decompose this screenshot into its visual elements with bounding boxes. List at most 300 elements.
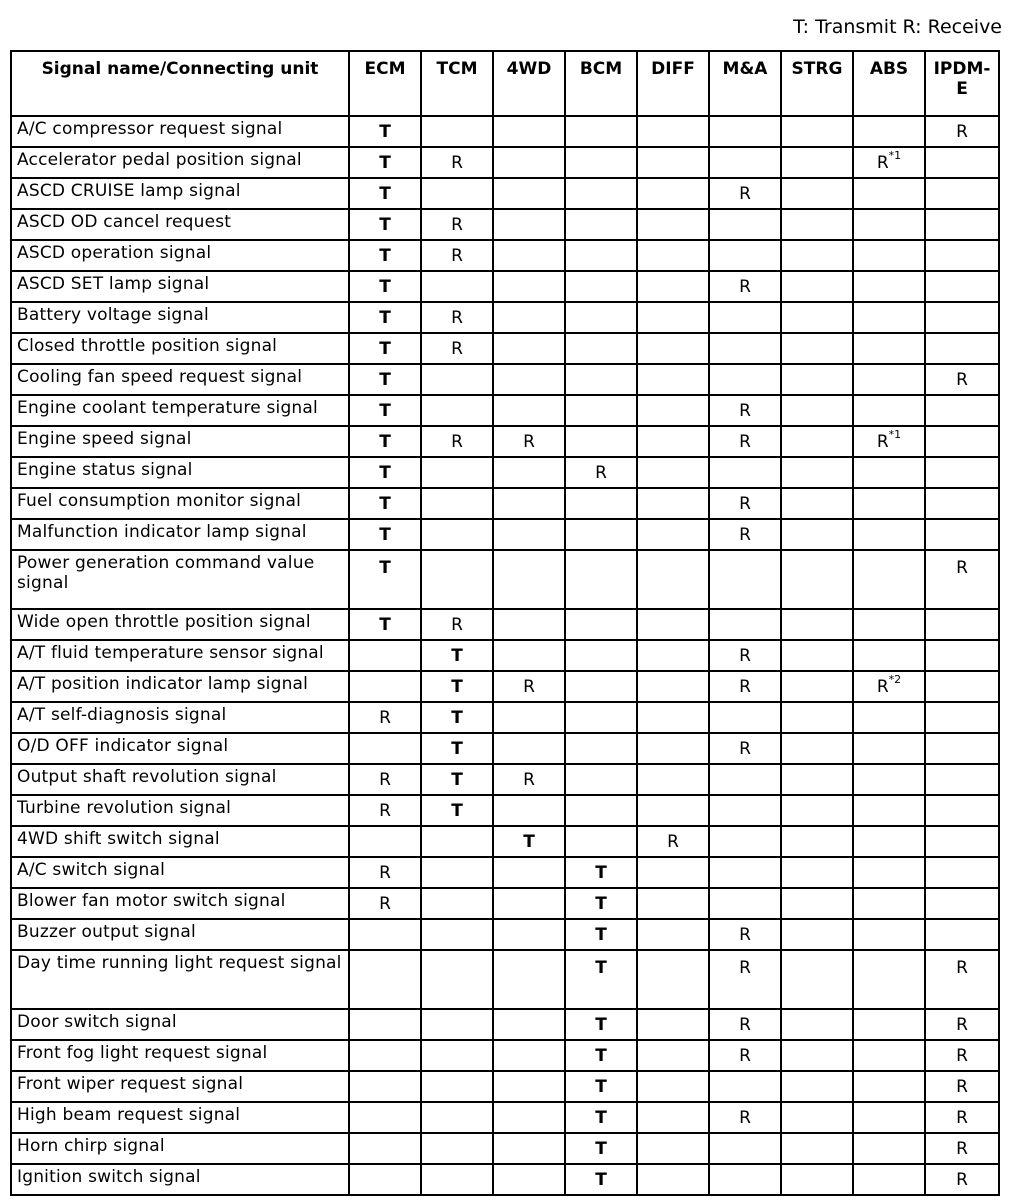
- unit-cell: [493, 1040, 565, 1071]
- unit-cell: [637, 519, 709, 550]
- signal-name-cell: Power generation command value signal: [11, 550, 349, 609]
- unit-cell: [637, 271, 709, 302]
- signal-name-cell: ASCD OD cancel request: [11, 209, 349, 240]
- unit-cell: [709, 826, 781, 857]
- unit-cell: R: [925, 1009, 999, 1040]
- unit-cell: [925, 671, 999, 702]
- unit-cell: [493, 919, 565, 950]
- unit-cell: [637, 333, 709, 364]
- unit-cell: [853, 950, 925, 1009]
- unit-cell: [853, 795, 925, 826]
- unit-cell: [709, 147, 781, 178]
- table-row: [11, 733, 999, 764]
- table-row: [11, 795, 999, 826]
- unit-cell: [925, 333, 999, 364]
- unit-cell: [493, 888, 565, 919]
- unit-cell: [781, 209, 853, 240]
- unit-cell: T: [421, 764, 493, 795]
- unit-cell: [421, 1164, 493, 1195]
- unit-cell: [637, 888, 709, 919]
- unit-cell: [349, 640, 421, 671]
- signal-matrix-table: [10, 50, 1000, 1196]
- unit-cell: [421, 550, 493, 609]
- unit-cell: T: [349, 550, 421, 609]
- unit-cell: [781, 733, 853, 764]
- unit-cell: [565, 671, 637, 702]
- unit-cell: [853, 609, 925, 640]
- table-row: [11, 702, 999, 733]
- signal-name-cell: Cooling fan speed request signal: [11, 364, 349, 395]
- unit-cell: [925, 209, 999, 240]
- unit-cell: T: [349, 395, 421, 426]
- unit-cell: [349, 826, 421, 857]
- signal-name-cell: ASCD CRUISE lamp signal: [11, 178, 349, 209]
- unit-cell: [493, 733, 565, 764]
- unit-cell: [853, 302, 925, 333]
- unit-cell: [493, 240, 565, 271]
- signal-name-cell: Engine speed signal: [11, 426, 349, 457]
- table-row: [11, 857, 999, 888]
- unit-cell: [349, 1040, 421, 1071]
- unit-cell: [853, 857, 925, 888]
- unit-cell: [853, 1133, 925, 1164]
- unit-cell: [853, 488, 925, 519]
- unit-cell: [709, 795, 781, 826]
- unit-cell: [637, 1164, 709, 1195]
- unit-cell: [565, 550, 637, 609]
- unit-cell: [421, 271, 493, 302]
- unit-cell: [637, 116, 709, 147]
- unit-cell: [493, 364, 565, 395]
- unit-cell: [781, 395, 853, 426]
- unit-cell: T: [349, 209, 421, 240]
- unit-cell: [709, 333, 781, 364]
- unit-cell: [565, 178, 637, 209]
- signal-name-cell: Closed throttle position signal: [11, 333, 349, 364]
- unit-cell: R: [565, 457, 637, 488]
- unit-cell: R: [421, 302, 493, 333]
- unit-cell: [781, 1164, 853, 1195]
- unit-cell: [925, 888, 999, 919]
- unit-cell: [565, 395, 637, 426]
- unit-cell: [637, 857, 709, 888]
- unit-cell: [565, 640, 637, 671]
- unit-cell: R: [349, 702, 421, 733]
- unit-cell: [493, 1164, 565, 1195]
- unit-cell: [565, 764, 637, 795]
- unit-cell: [349, 1071, 421, 1102]
- table-row: [11, 1133, 999, 1164]
- signal-name-cell: Ignition switch signal: [11, 1164, 349, 1195]
- unit-cell: R: [349, 795, 421, 826]
- unit-cell: [925, 178, 999, 209]
- unit-cell: [853, 764, 925, 795]
- unit-column-header: TCM: [421, 51, 493, 116]
- unit-cell: [421, 1009, 493, 1040]
- unit-cell: [781, 888, 853, 919]
- unit-cell: [925, 609, 999, 640]
- unit-cell: [781, 795, 853, 826]
- unit-cell: R: [421, 333, 493, 364]
- unit-cell: R: [421, 240, 493, 271]
- unit-cell: [709, 550, 781, 609]
- unit-cell: [637, 395, 709, 426]
- unit-cell: R: [709, 733, 781, 764]
- unit-cell: [925, 519, 999, 550]
- table-row: [11, 271, 999, 302]
- unit-cell: T: [349, 488, 421, 519]
- signal-name-cell: Day time running light request signal: [11, 950, 349, 1009]
- unit-cell: [349, 733, 421, 764]
- unit-cell: R: [349, 888, 421, 919]
- unit-cell: T: [421, 795, 493, 826]
- signal-name-cell: Door switch signal: [11, 1009, 349, 1040]
- unit-cell: T: [349, 178, 421, 209]
- unit-cell: [565, 488, 637, 519]
- signal-name-cell: ASCD SET lamp signal: [11, 271, 349, 302]
- unit-cell: [925, 271, 999, 302]
- table-row: [11, 550, 999, 609]
- table-row: [11, 609, 999, 640]
- unit-cell: [781, 1009, 853, 1040]
- unit-cell: R: [709, 919, 781, 950]
- unit-cell: [565, 426, 637, 457]
- unit-cell: [853, 209, 925, 240]
- unit-cell: R: [493, 764, 565, 795]
- unit-cell: [493, 488, 565, 519]
- unit-cell: [781, 826, 853, 857]
- unit-cell: [637, 457, 709, 488]
- unit-cell: [421, 1040, 493, 1071]
- legend: T: Transmit R: Receive: [793, 16, 1002, 38]
- table-row: [11, 488, 999, 519]
- unit-cell: [781, 457, 853, 488]
- unit-cell: [637, 1040, 709, 1071]
- unit-cell: [349, 1102, 421, 1133]
- unit-cell: [637, 147, 709, 178]
- unit-cell: [853, 116, 925, 147]
- unit-cell: T: [349, 519, 421, 550]
- signal-name-cell: ASCD operation signal: [11, 240, 349, 271]
- unit-cell: [781, 950, 853, 1009]
- unit-cell: [709, 209, 781, 240]
- signal-name-cell: A/T position indicator lamp signal: [11, 671, 349, 702]
- unit-cell: T: [565, 1009, 637, 1040]
- signal-name-cell: Front wiper request signal: [11, 1071, 349, 1102]
- unit-cell: [853, 333, 925, 364]
- table-row: [11, 671, 999, 702]
- unit-cell: T: [421, 733, 493, 764]
- unit-cell: [637, 609, 709, 640]
- table-row: [11, 364, 999, 395]
- unit-cell: $R^{*2}$: [853, 671, 925, 702]
- unit-cell: [565, 147, 637, 178]
- unit-cell: [709, 1133, 781, 1164]
- unit-cell: R: [709, 271, 781, 302]
- unit-cell: R: [709, 640, 781, 671]
- unit-cell: R: [709, 950, 781, 1009]
- unit-cell: [781, 364, 853, 395]
- unit-cell: R: [637, 826, 709, 857]
- signal-name-cell: Blower fan motor switch signal: [11, 888, 349, 919]
- signal-name-cell: Output shaft revolution signal: [11, 764, 349, 795]
- unit-cell: T: [565, 950, 637, 1009]
- table-row: [11, 1102, 999, 1133]
- unit-cell: [925, 919, 999, 950]
- unit-cell: [565, 271, 637, 302]
- unit-cell: [781, 919, 853, 950]
- unit-cell: [565, 209, 637, 240]
- table-row: [11, 116, 999, 147]
- unit-cell: [493, 795, 565, 826]
- unit-cell: [781, 640, 853, 671]
- signal-name-cell: Engine status signal: [11, 457, 349, 488]
- unit-cell: R: [349, 857, 421, 888]
- unit-cell: [637, 488, 709, 519]
- unit-cell: [637, 1009, 709, 1040]
- unit-cell: [709, 1164, 781, 1195]
- unit-cell: [781, 240, 853, 271]
- unit-cell: [853, 395, 925, 426]
- unit-cell: [925, 240, 999, 271]
- unit-cell: [637, 240, 709, 271]
- header-row: [11, 51, 999, 116]
- unit-cell: [493, 950, 565, 1009]
- unit-cell: R: [421, 609, 493, 640]
- table-row: [11, 1009, 999, 1040]
- unit-cell: [493, 302, 565, 333]
- table-row: [11, 457, 999, 488]
- signal-name-cell: Battery voltage signal: [11, 302, 349, 333]
- unit-column-header: STRG: [781, 51, 853, 116]
- unit-cell: [853, 457, 925, 488]
- unit-cell: T: [493, 826, 565, 857]
- unit-cell: [781, 671, 853, 702]
- unit-cell: [781, 147, 853, 178]
- unit-cell: [853, 702, 925, 733]
- unit-cell: [853, 364, 925, 395]
- unit-cell: [709, 302, 781, 333]
- unit-cell: [565, 302, 637, 333]
- unit-cell: T: [565, 1164, 637, 1195]
- table-body: [11, 116, 999, 1195]
- table-row: [11, 1040, 999, 1071]
- unit-cell: [709, 888, 781, 919]
- unit-column-header: IPDM- E: [925, 51, 999, 116]
- signal-name-cell: High beam request signal: [11, 1102, 349, 1133]
- unit-cell: T: [421, 640, 493, 671]
- unit-cell: R: [925, 1040, 999, 1071]
- unit-cell: R: [925, 1164, 999, 1195]
- signal-name-cell: Engine coolant temperature signal: [11, 395, 349, 426]
- unit-cell: [421, 888, 493, 919]
- signal-name-cell: Malfunction indicator lamp signal: [11, 519, 349, 550]
- unit-cell: [853, 733, 925, 764]
- unit-cell: T: [421, 702, 493, 733]
- unit-cell: [565, 240, 637, 271]
- unit-cell: [781, 116, 853, 147]
- unit-cell: [637, 733, 709, 764]
- table-row: [11, 519, 999, 550]
- unit-cell: [781, 857, 853, 888]
- signal-name-cell: A/C compressor request signal: [11, 116, 349, 147]
- unit-cell: [925, 702, 999, 733]
- unit-cell: [421, 826, 493, 857]
- table-row: [11, 147, 999, 178]
- unit-cell: [925, 764, 999, 795]
- unit-cell: R: [709, 426, 781, 457]
- unit-cell: [493, 1071, 565, 1102]
- unit-cell: [925, 857, 999, 888]
- unit-cell: [421, 919, 493, 950]
- unit-cell: [493, 333, 565, 364]
- unit-cell: [565, 826, 637, 857]
- table-row: [11, 919, 999, 950]
- unit-cell: [709, 764, 781, 795]
- unit-cell: R: [925, 950, 999, 1009]
- unit-cell: [925, 426, 999, 457]
- unit-cell: [421, 116, 493, 147]
- unit-cell: T: [349, 116, 421, 147]
- unit-cell: [853, 640, 925, 671]
- unit-cell: T: [349, 302, 421, 333]
- unit-cell: [637, 1071, 709, 1102]
- unit-cell: R: [925, 1102, 999, 1133]
- unit-cell: [493, 209, 565, 240]
- unit-cell: [709, 457, 781, 488]
- unit-cell: T: [349, 271, 421, 302]
- unit-cell: [853, 550, 925, 609]
- unit-cell: [709, 857, 781, 888]
- unit-cell: [709, 364, 781, 395]
- unit-cell: [781, 519, 853, 550]
- unit-cell: T: [349, 426, 421, 457]
- table-row: [11, 209, 999, 240]
- unit-column-header: M&A: [709, 51, 781, 116]
- unit-cell: T: [349, 147, 421, 178]
- unit-cell: [709, 240, 781, 271]
- unit-cell: T: [421, 671, 493, 702]
- unit-cell: [781, 550, 853, 609]
- unit-cell: [565, 795, 637, 826]
- unit-cell: [781, 333, 853, 364]
- unit-cell: [781, 1071, 853, 1102]
- unit-cell: [853, 1102, 925, 1133]
- unit-cell: T: [349, 364, 421, 395]
- unit-column-header: ABS: [853, 51, 925, 116]
- table-row: [11, 333, 999, 364]
- unit-cell: R: [925, 116, 999, 147]
- unit-cell: [565, 116, 637, 147]
- unit-cell: R: [925, 1133, 999, 1164]
- unit-cell: [853, 1164, 925, 1195]
- unit-cell: [421, 1102, 493, 1133]
- unit-cell: T: [565, 1102, 637, 1133]
- unit-cell: [925, 395, 999, 426]
- unit-cell: [349, 1009, 421, 1040]
- unit-cell: [781, 702, 853, 733]
- unit-cell: [781, 1102, 853, 1133]
- unit-cell: [925, 302, 999, 333]
- unit-cell: [493, 178, 565, 209]
- unit-cell: [637, 702, 709, 733]
- unit-cell: [637, 764, 709, 795]
- unit-cell: [493, 550, 565, 609]
- unit-cell: [493, 519, 565, 550]
- unit-cell: [853, 1040, 925, 1071]
- unit-cell: R: [925, 550, 999, 609]
- unit-cell: [565, 364, 637, 395]
- unit-cell: T: [565, 1133, 637, 1164]
- unit-cell: [637, 364, 709, 395]
- unit-cell: T: [349, 609, 421, 640]
- unit-cell: [925, 733, 999, 764]
- unit-cell: R: [493, 426, 565, 457]
- table-row: [11, 302, 999, 333]
- unit-cell: T: [565, 857, 637, 888]
- table-row: [11, 240, 999, 271]
- table-row: [11, 888, 999, 919]
- unit-column-header: DIFF: [637, 51, 709, 116]
- unit-cell: [421, 1133, 493, 1164]
- unit-cell: [709, 116, 781, 147]
- unit-cell: [637, 640, 709, 671]
- unit-cell: R: [709, 1009, 781, 1040]
- unit-cell: [565, 609, 637, 640]
- unit-cell: R: [709, 1040, 781, 1071]
- unit-cell: $R^{*1}$: [853, 147, 925, 178]
- unit-cell: [925, 640, 999, 671]
- unit-cell: [781, 178, 853, 209]
- unit-cell: [637, 950, 709, 1009]
- unit-cell: T: [349, 457, 421, 488]
- signal-name-cell: Buzzer output signal: [11, 919, 349, 950]
- unit-cell: [853, 826, 925, 857]
- unit-cell: T: [565, 1071, 637, 1102]
- unit-cell: [349, 1164, 421, 1195]
- unit-cell: [493, 1102, 565, 1133]
- unit-cell: R: [421, 209, 493, 240]
- table-row: [11, 426, 999, 457]
- unit-cell: [493, 640, 565, 671]
- unit-cell: [853, 919, 925, 950]
- unit-cell: [565, 702, 637, 733]
- unit-cell: R: [349, 764, 421, 795]
- unit-cell: [421, 457, 493, 488]
- signal-name-cell: Fuel consumption monitor signal: [11, 488, 349, 519]
- table-row: [11, 1164, 999, 1195]
- unit-cell: [781, 426, 853, 457]
- unit-cell: [637, 1102, 709, 1133]
- table-row: [11, 1071, 999, 1102]
- unit-cell: [637, 1133, 709, 1164]
- unit-cell: [637, 795, 709, 826]
- unit-cell: R: [709, 395, 781, 426]
- unit-cell: [925, 147, 999, 178]
- unit-cell: [349, 671, 421, 702]
- unit-cell: [637, 426, 709, 457]
- unit-cell: [493, 271, 565, 302]
- signal-name-cell: Front fog light request signal: [11, 1040, 349, 1071]
- unit-cell: [349, 950, 421, 1009]
- unit-cell: [853, 178, 925, 209]
- unit-cell: T: [349, 240, 421, 271]
- unit-cell: [781, 609, 853, 640]
- signal-name-cell: A/C switch signal: [11, 857, 349, 888]
- unit-cell: [493, 609, 565, 640]
- table-row: [11, 764, 999, 795]
- unit-cell: R: [493, 671, 565, 702]
